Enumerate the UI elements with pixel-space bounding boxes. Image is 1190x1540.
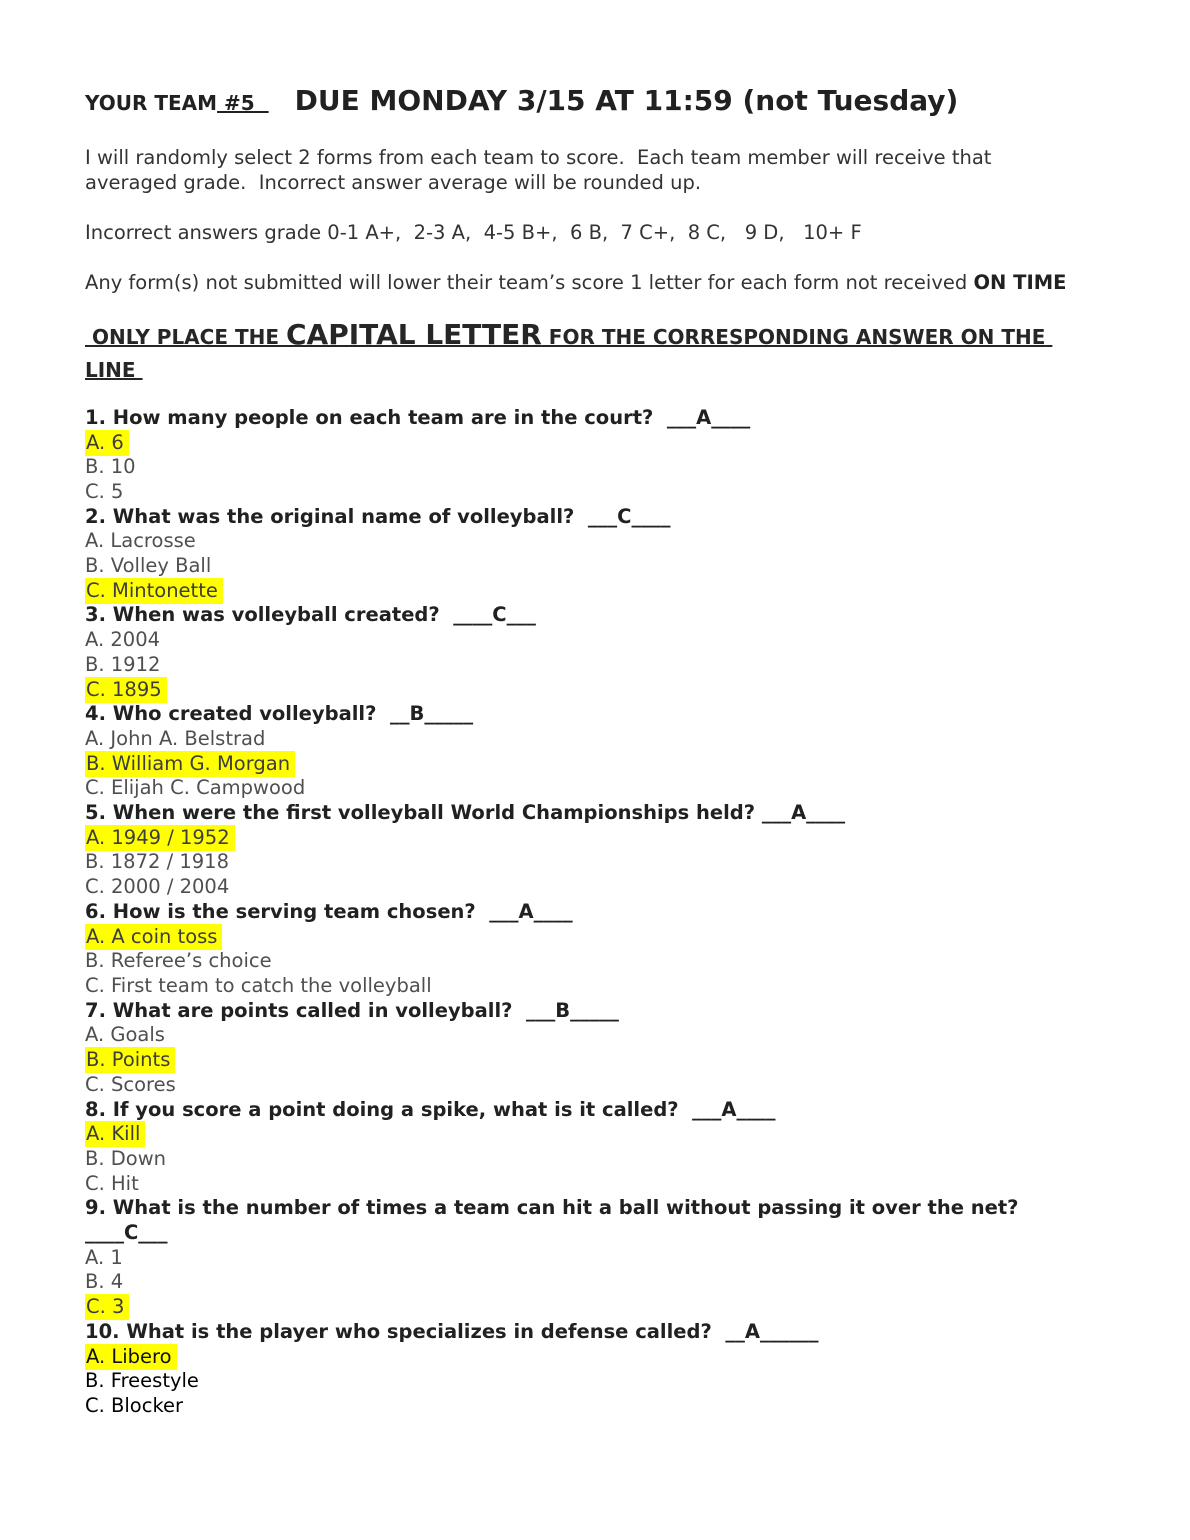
highlighted-answer-text: C. 1895 xyxy=(85,677,167,703)
question-prompt: 9. What is the number of times a team can hit a ball without passing it over the net? ____C___ xyxy=(85,1196,1039,1245)
answer-text: C. Hit xyxy=(85,1171,139,1195)
answer-option-correct xyxy=(85,1048,1087,1073)
highlighted-answer-text: C. Mintonette xyxy=(85,578,223,604)
due-date-title: DUE MONDAY 3/15 AT 11:59 (not Tuesday) xyxy=(294,84,959,117)
answer-text: B. 4 xyxy=(85,1270,124,1294)
answer-option xyxy=(85,1394,1087,1419)
highlighted-answer-text: B. William G. Morgan xyxy=(85,751,295,777)
answer-option-correct xyxy=(85,826,1087,851)
question-block xyxy=(85,505,1087,604)
question-prompt: 10. What is the player who specializes in defense called? __A______ xyxy=(85,1319,819,1343)
highlighted-answer-text: A. A coin toss xyxy=(85,924,222,950)
answer-text: A. John A. Belstrad xyxy=(85,726,266,750)
question-block xyxy=(85,1196,1087,1320)
answer-text: C. First team to catch the volleyball xyxy=(85,973,432,997)
answer-text: C. Scores xyxy=(85,1072,176,1096)
answer-option-correct xyxy=(85,1122,1087,1147)
answer-option xyxy=(85,727,1087,752)
answer-text: A. 1 xyxy=(85,1245,123,1269)
highlighted-answer-text: A. 1949 / 1952 xyxy=(85,825,235,851)
answer-option xyxy=(85,776,1087,801)
answer-option xyxy=(85,628,1087,653)
answer-text: B. Referee’s choice xyxy=(85,949,272,973)
highlighted-answer-text: A. Libero xyxy=(85,1344,177,1370)
question-prompt: 4. Who created volleyball? __B_____ xyxy=(85,702,474,726)
answer-option xyxy=(85,455,1087,480)
answer-option-correct xyxy=(85,1295,1087,1320)
team-number-blank: #5 xyxy=(217,91,269,115)
answer-option xyxy=(85,949,1087,974)
answer-text: B. Freestyle xyxy=(85,1369,199,1393)
grading-scale-line: Incorrect answers grade 0-1 A+, 2-3 A, 4-5 B+, 6 B, 7 C+, 8 C, 9 D, 10+ F xyxy=(85,221,862,245)
question-block xyxy=(85,406,1087,505)
answer-text: B. Volley Ball xyxy=(85,554,212,578)
instruction-text-end: FOR THE CORRESPONDING ANSWER ON THE LINE xyxy=(85,324,1053,382)
instruction-text-start: ONLY PLACE THE xyxy=(85,324,286,349)
answer-option-correct xyxy=(85,579,1087,604)
instruction-line xyxy=(85,318,1087,387)
answer-option xyxy=(85,480,1087,505)
question-block xyxy=(85,1098,1087,1197)
answer-option xyxy=(85,529,1087,554)
answer-text: A. 2004 xyxy=(85,628,161,652)
answer-option-correct xyxy=(85,752,1087,777)
answer-text: C. Elijah C. Campwood xyxy=(85,776,306,800)
late-policy-emphasis: ON TIME xyxy=(973,271,1067,295)
question-prompt: 8. If you score a point doing a spike, what is it called? ___A____ xyxy=(85,1097,776,1121)
question-prompt: 1. How many people on each team are in the court? ___A____ xyxy=(85,405,751,429)
highlighted-answer-text: C. 3 xyxy=(85,1294,129,1320)
question-block xyxy=(85,1320,1087,1419)
answer-option xyxy=(85,875,1087,900)
question-block xyxy=(85,999,1087,1098)
question-prompt: 6. How is the serving team chosen? ___A____ xyxy=(85,899,573,923)
answer-text: B. 1912 xyxy=(85,652,161,676)
answer-text: C. 5 xyxy=(85,479,124,503)
question-prompt: 2. What was the original name of volleyball? ___C____ xyxy=(85,504,671,528)
answer-text: A. Goals xyxy=(85,1023,165,1047)
highlighted-answer-text: A. 6 xyxy=(85,430,129,456)
answer-option xyxy=(85,850,1087,875)
answer-option-correct xyxy=(85,431,1087,456)
highlighted-answer-text: B. Points xyxy=(85,1047,175,1073)
answer-option-correct xyxy=(85,678,1087,703)
answer-option xyxy=(85,1172,1087,1197)
answer-option xyxy=(85,1246,1087,1271)
question-block xyxy=(85,801,1087,900)
answer-option-correct xyxy=(85,1345,1087,1370)
document-header xyxy=(85,84,1105,121)
answer-option-correct xyxy=(85,925,1087,950)
highlighted-answer-text: A. Kill xyxy=(85,1121,145,1147)
answer-option xyxy=(85,1023,1087,1048)
answer-option xyxy=(85,1147,1087,1172)
question-prompt: 5. When were the first volleyball World Championships held? ___A____ xyxy=(85,801,846,825)
answer-text: C. 2000 / 2004 xyxy=(85,875,230,899)
scoring-policy-paragraph: I will randomly select 2 forms from each team to score. Each team member will receive that averaged grade. Incorrect answer average will be rounded up. xyxy=(85,146,998,194)
answer-text: B. 1872 / 1918 xyxy=(85,850,229,874)
late-policy-paragraph xyxy=(85,271,1087,296)
answer-option xyxy=(85,1270,1087,1295)
answer-text: B. 10 xyxy=(85,455,136,479)
question-block xyxy=(85,900,1087,999)
question-list xyxy=(85,406,1087,1419)
team-label: YOUR TEAM xyxy=(85,91,218,115)
answer-text: A. Lacrosse xyxy=(85,529,196,553)
answer-option xyxy=(85,974,1087,999)
question-block xyxy=(85,603,1087,702)
late-policy-text: Any form(s) not submitted will lower their team’s score 1 letter for each form not received xyxy=(85,271,974,295)
answer-option xyxy=(85,1369,1087,1394)
question-block xyxy=(85,702,1087,801)
answer-text: B. Down xyxy=(85,1146,167,1170)
answer-option xyxy=(85,554,1087,579)
question-prompt: 3. When was volleyball created? ____C___ xyxy=(85,603,536,627)
instruction-emphasis: CAPITAL LETTER xyxy=(285,317,542,351)
answer-option xyxy=(85,653,1087,678)
answer-text: C. Blocker xyxy=(85,1393,184,1417)
question-prompt: 7. What are points called in volleyball? ___B_____ xyxy=(85,998,619,1022)
answer-option xyxy=(85,1073,1087,1098)
